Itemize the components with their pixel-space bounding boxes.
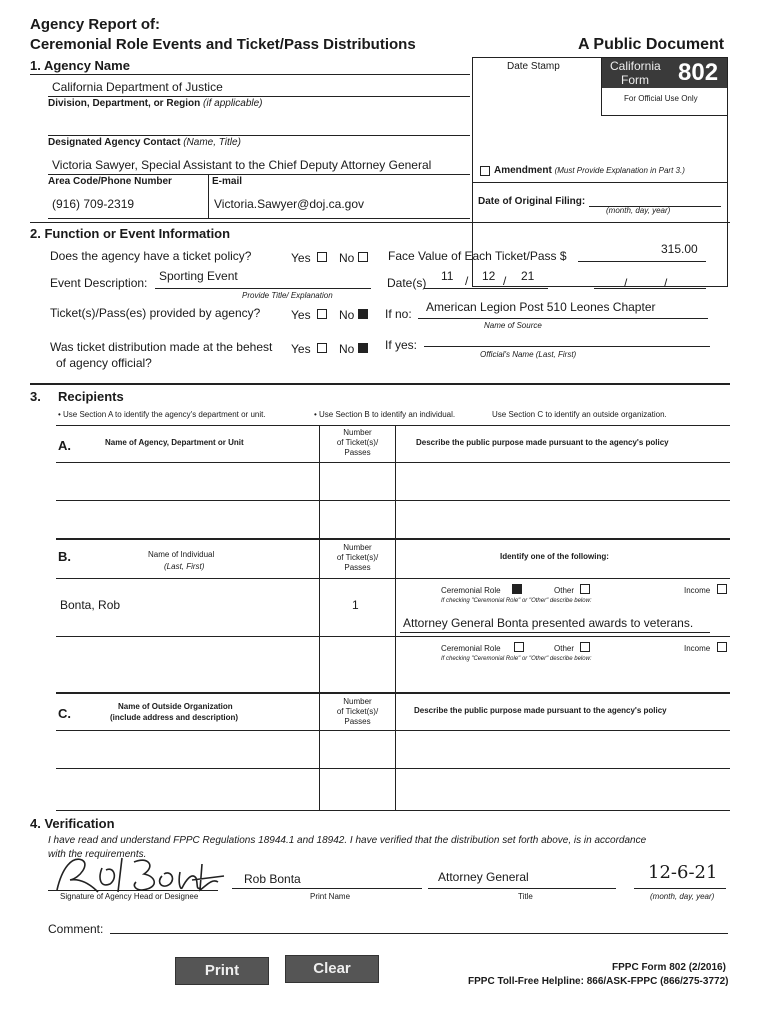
face-value: 315.00 (661, 242, 698, 256)
dates-label: Date(s) (387, 276, 427, 290)
other-checkbox-2[interactable] (580, 642, 590, 652)
income-label-2: Income (684, 644, 711, 653)
print-name-field[interactable] (232, 888, 422, 889)
section-c-number-header: Number of Ticket(s)/ Passes (336, 697, 379, 726)
section-b-number-header: Number of Ticket(s)/ Passes (336, 543, 379, 572)
report-title-line2: Ceremonial Role Events and Ticket/Pass Distributions (30, 36, 416, 53)
section-b-col1-sub: (Last, First) (164, 562, 205, 571)
date-stamp-label: Date Stamp (507, 61, 560, 72)
title-field[interactable] (428, 888, 616, 889)
ticket-policy-question: Does the agency have a ticket policy? (50, 249, 252, 263)
email-value: Victoria.Sawyer@doj.ca.gov (214, 197, 365, 211)
function-heading: 2. Function or Event Information (30, 226, 231, 241)
describe-note-2: If checking "Ceremonial Role" or "Other" describe below: (441, 656, 592, 662)
verification-heading: 4. Verification (30, 816, 115, 831)
print-name-label: Print Name (310, 892, 351, 901)
provided-no-checkbox[interactable] (358, 309, 368, 319)
ticket-policy-yes-label: Yes (291, 251, 311, 265)
recipient-name: Bonta, Rob (60, 598, 121, 612)
instructions-c: Use Section C to identify an outside organization. (492, 410, 667, 419)
income-checkbox-2[interactable] (717, 642, 727, 652)
form-state: California (610, 59, 661, 73)
other-label-2: Other (554, 644, 575, 653)
event-description-field[interactable] (155, 288, 371, 289)
date-separator-1: / (465, 274, 469, 288)
source-field[interactable] (418, 318, 708, 319)
behest-no-label: No (339, 342, 355, 356)
phone-label: Area Code/Phone Number (48, 176, 172, 187)
verification-statement-1: I have read and understand FPPC Regulations 18944.1 and 18942. I have verified that the distribution set forth above, is in accordance (48, 835, 647, 846)
agency-name-value: California Department of Justice (52, 80, 223, 94)
ceremonial-role-label-1: Ceremonial Role (441, 586, 501, 595)
form-word: Form (621, 73, 649, 87)
amendment-label: Amendment (Must Provide Explanation in Part 3.) (494, 165, 685, 176)
event-description-label: Event Description: (50, 276, 148, 290)
report-title-line1: Agency Report of: (30, 16, 161, 33)
signed-date-value: 12-6-21 (648, 862, 718, 883)
recipients-heading: Recipients (58, 389, 124, 404)
provided-yes-checkbox[interactable] (317, 309, 327, 319)
source-value: American Legion Post 510 Leones Chapter (426, 300, 656, 314)
date-month: 11 (441, 269, 454, 283)
section-c-col1-a: Name of Outside Organization (118, 702, 233, 711)
signed-date-label: (month, day, year) (650, 892, 715, 901)
instructions-b: • Use Section B to identify an individual. (314, 410, 456, 419)
recipients-number: 3. (30, 389, 41, 404)
income-label-1: Income (684, 586, 711, 595)
section-c-letter: C. (58, 706, 71, 721)
if-yes-label: If yes: (385, 338, 418, 352)
event-description-value: Sporting Event (159, 269, 238, 283)
clear-button[interactable]: Clear (285, 955, 379, 983)
print-name-value: Rob Bonta (244, 872, 301, 886)
if-no-label: If no: (385, 307, 412, 321)
date-year: 21 (521, 269, 535, 283)
email-label: E-mail (212, 176, 243, 187)
other-label-1: Other (554, 586, 575, 595)
provided-yes-label: Yes (291, 308, 311, 322)
ticket-policy-no-label: No (339, 251, 355, 265)
face-value-label: Face Value of Each Ticket/Pass $ (388, 249, 567, 263)
date-field-2[interactable] (594, 288, 706, 289)
ceremonial-role-label-2: Ceremonial Role (441, 644, 501, 653)
ticket-policy-no-checkbox[interactable] (358, 252, 368, 262)
section-b-col1: Name of Individual (148, 550, 215, 559)
behest-question-2: of agency official? (56, 356, 152, 370)
phone-value: (916) 709-2319 (52, 197, 135, 211)
face-value-field[interactable] (578, 261, 706, 262)
official-name-note: Official's Name (Last, First) (480, 350, 577, 359)
behest-question-1: Was ticket distribution made at the behest (50, 340, 273, 354)
behest-yes-checkbox[interactable] (317, 343, 327, 353)
contact-value: Victoria Sawyer, Special Assistant to the Chief Deputy Attorney General (52, 158, 432, 172)
ceremonial-role-checkbox-2[interactable] (514, 642, 524, 652)
other-checkbox-1[interactable] (580, 584, 590, 594)
original-filing-note: (month, day, year) (606, 206, 671, 215)
section-c-col3: Describe the public purpose made pursuant to the agency's policy (414, 706, 667, 715)
official-use-label: For Official Use Only (624, 94, 698, 103)
comment-field[interactable] (110, 933, 728, 934)
ceremonial-role-checkbox-1[interactable] (512, 584, 522, 594)
recipient-ticket-count: 1 (352, 598, 359, 612)
division-label: Division, Department, or Region (if applicable) (48, 98, 263, 109)
income-checkbox-1[interactable] (717, 584, 727, 594)
public-document-label: A Public Document (578, 36, 725, 53)
section-a-col1: Name of Agency, Department or Unit (105, 438, 244, 447)
behest-no-checkbox[interactable] (358, 343, 368, 353)
section-b-letter: B. (58, 549, 71, 564)
provided-no-label: No (339, 308, 355, 322)
date2-separator-1: / (624, 276, 628, 290)
event-description-note: Provide Title/ Explanation (242, 291, 333, 300)
recipient-description: Attorney General Bonta presented awards to veterans. (403, 616, 694, 630)
comment-label: Comment: (48, 922, 104, 936)
verification-statement-2: with the requirements. (48, 849, 147, 860)
date-field-1[interactable] (424, 288, 548, 289)
contact-label: Designated Agency Contact (Name, Title) (48, 137, 241, 148)
amendment-checkbox[interactable] (480, 166, 490, 176)
section-a-col3: Describe the public purpose made pursuant to the agency's policy (416, 438, 669, 447)
source-note: Name of Source (484, 321, 542, 330)
form-number: 802 (678, 59, 719, 86)
section-b-col3: Identify one of the following: (500, 552, 609, 561)
section-c-col1-b: (include address and description) (110, 713, 239, 722)
instructions-a: • Use Section A to identify the agency's department or unit. (58, 410, 266, 419)
title-label: Title (518, 892, 533, 901)
behest-yes-label: Yes (291, 342, 311, 356)
section-c-row-1[interactable] (56, 768, 730, 769)
date2-separator-2: / (664, 276, 668, 290)
section-a-row-1[interactable] (56, 500, 730, 501)
title-value: Attorney General (438, 870, 529, 884)
signature-label: Signature of Agency Head or Designee (60, 892, 199, 901)
date-separator-2: / (503, 274, 507, 288)
section-a-number-header: Number of Ticket(s)/ Passes (336, 428, 379, 457)
helpline: FPPC Toll-Free Helpline: 866/ASK-FPPC (866/275-3772) (468, 976, 729, 987)
provided-question: Ticket(s)/Pass(es) provided by agency? (50, 306, 261, 320)
print-button[interactable]: Print (175, 957, 269, 985)
signed-date-field[interactable] (634, 888, 726, 889)
agency-name-heading: 1. Agency Name (30, 58, 130, 73)
official-name-field[interactable] (424, 346, 710, 347)
form-revision: FPPC Form 802 (2/2016) (612, 962, 726, 973)
section-c-row-2[interactable] (56, 810, 730, 811)
section-a-row-2[interactable] (56, 538, 730, 540)
section-a-letter: A. (58, 438, 71, 453)
ticket-policy-yes-checkbox[interactable] (317, 252, 327, 262)
date-day: 12 (482, 269, 496, 283)
describe-note-1: If checking "Ceremonial Role" or "Other" describe below: (441, 598, 592, 604)
original-filing-label: Date of Original Filing: (478, 196, 586, 207)
